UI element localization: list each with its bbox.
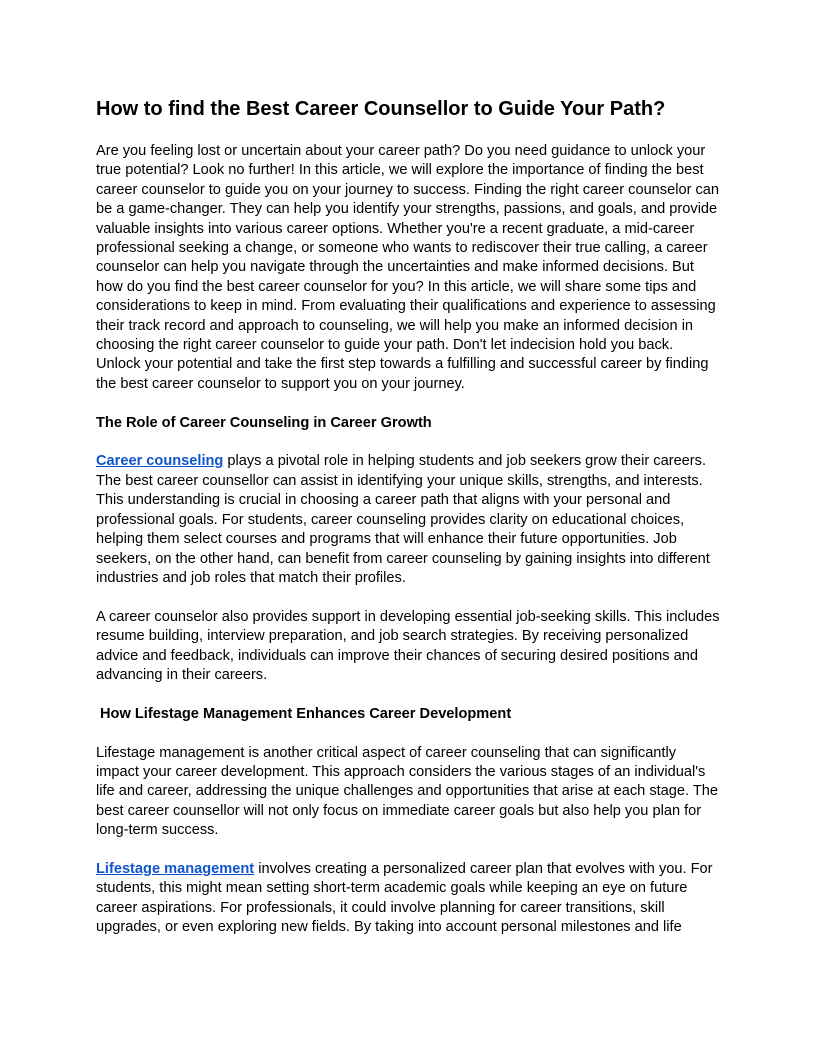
section-heading-lifestage: How Lifestage Management Enhances Career Development: [100, 705, 512, 722]
lifestage-plan-paragraph: [96, 860, 720, 938]
job-seeking-skills-paragraph: A career counselor also provides support in developing essential job-seeking skills. This includes resume building, interview preparation, and job search strategies. By receiving personalized advice and feedback, individuals can improve their chances of securing desired positions and advancing in their careers.: [96, 608, 720, 683]
section-heading-career-growth: The Role of Career Counseling in Career Growth: [96, 414, 432, 431]
lifestage-intro-paragraph: Lifestage management is another critical aspect of career counseling that can significantly impact your career development. This approach considers the various stages of an individual's life and career, addressing the unique challenges and opportunities that arise at each stage. The best career counsellor will not only focus on immediate career goals but also help you plan for long-term success.: [96, 744, 719, 839]
lifestage-management-link[interactable]: Lifestage management: [96, 860, 255, 877]
document-title: How to find the Best Career Counsellor to Guide Your Path?: [96, 98, 666, 120]
intro-paragraph: Are you feeling lost or uncertain about your career path? Do you need guidance to unlock your true potential? Look no further! In this article, we will explore the importance of finding the best career counselor to guide you on your journey to success. Finding the right career counselor can be a game-changer. They can help you identify your strengths, passions, and goals, and provide valuable insights into various career options. Whether you're a recent graduate, a mid-career professional seeking a change, or someone who wants to rediscover their true calling, a career counselor can help you navigate through the uncertainties and make informed decisions. But how do you find the best career counselor for you? In this article, we will share some tips and considerations to keep in mind. From evaluating their qualifications and experience to assessing their track record and approach to counseling, we will help you make an informed decision in choosing the right career counselor to guide your path. Don't let indecision hold you back. Unlock your potential and take the first step towards a fulfilling and successful career by finding the best career counselor to support you on your journey.: [96, 143, 720, 392]
career-counseling-paragraph: [96, 452, 720, 588]
lifestage-plan-paragraph-text: involves creating a personalized career plan that evolves with you. For students, this might mean setting short-term academic goals while keeping an eye on future career aspirations. For professionals, it could involve planning for career transitions, skill upgrades, or even exploring new fields. By taking into account personal milestones and life: [96, 860, 713, 936]
career-counseling-paragraph-text: plays a pivotal role in helping students and job seekers grow their careers. The best career counsellor can assist in identifying your unique skills, strengths, and interests. This understanding is crucial in choosing a career path that aligns with your personal and professional goals. For students, career counseling provides clarity on educational choices, helping them select courses and programs that will enhance their future opportunities. Job seekers, on the other hand, can benefit from career counseling by gaining insights into different industries and job roles that match their profiles.: [96, 453, 710, 586]
career-counseling-link[interactable]: Career counseling: [96, 453, 224, 470]
